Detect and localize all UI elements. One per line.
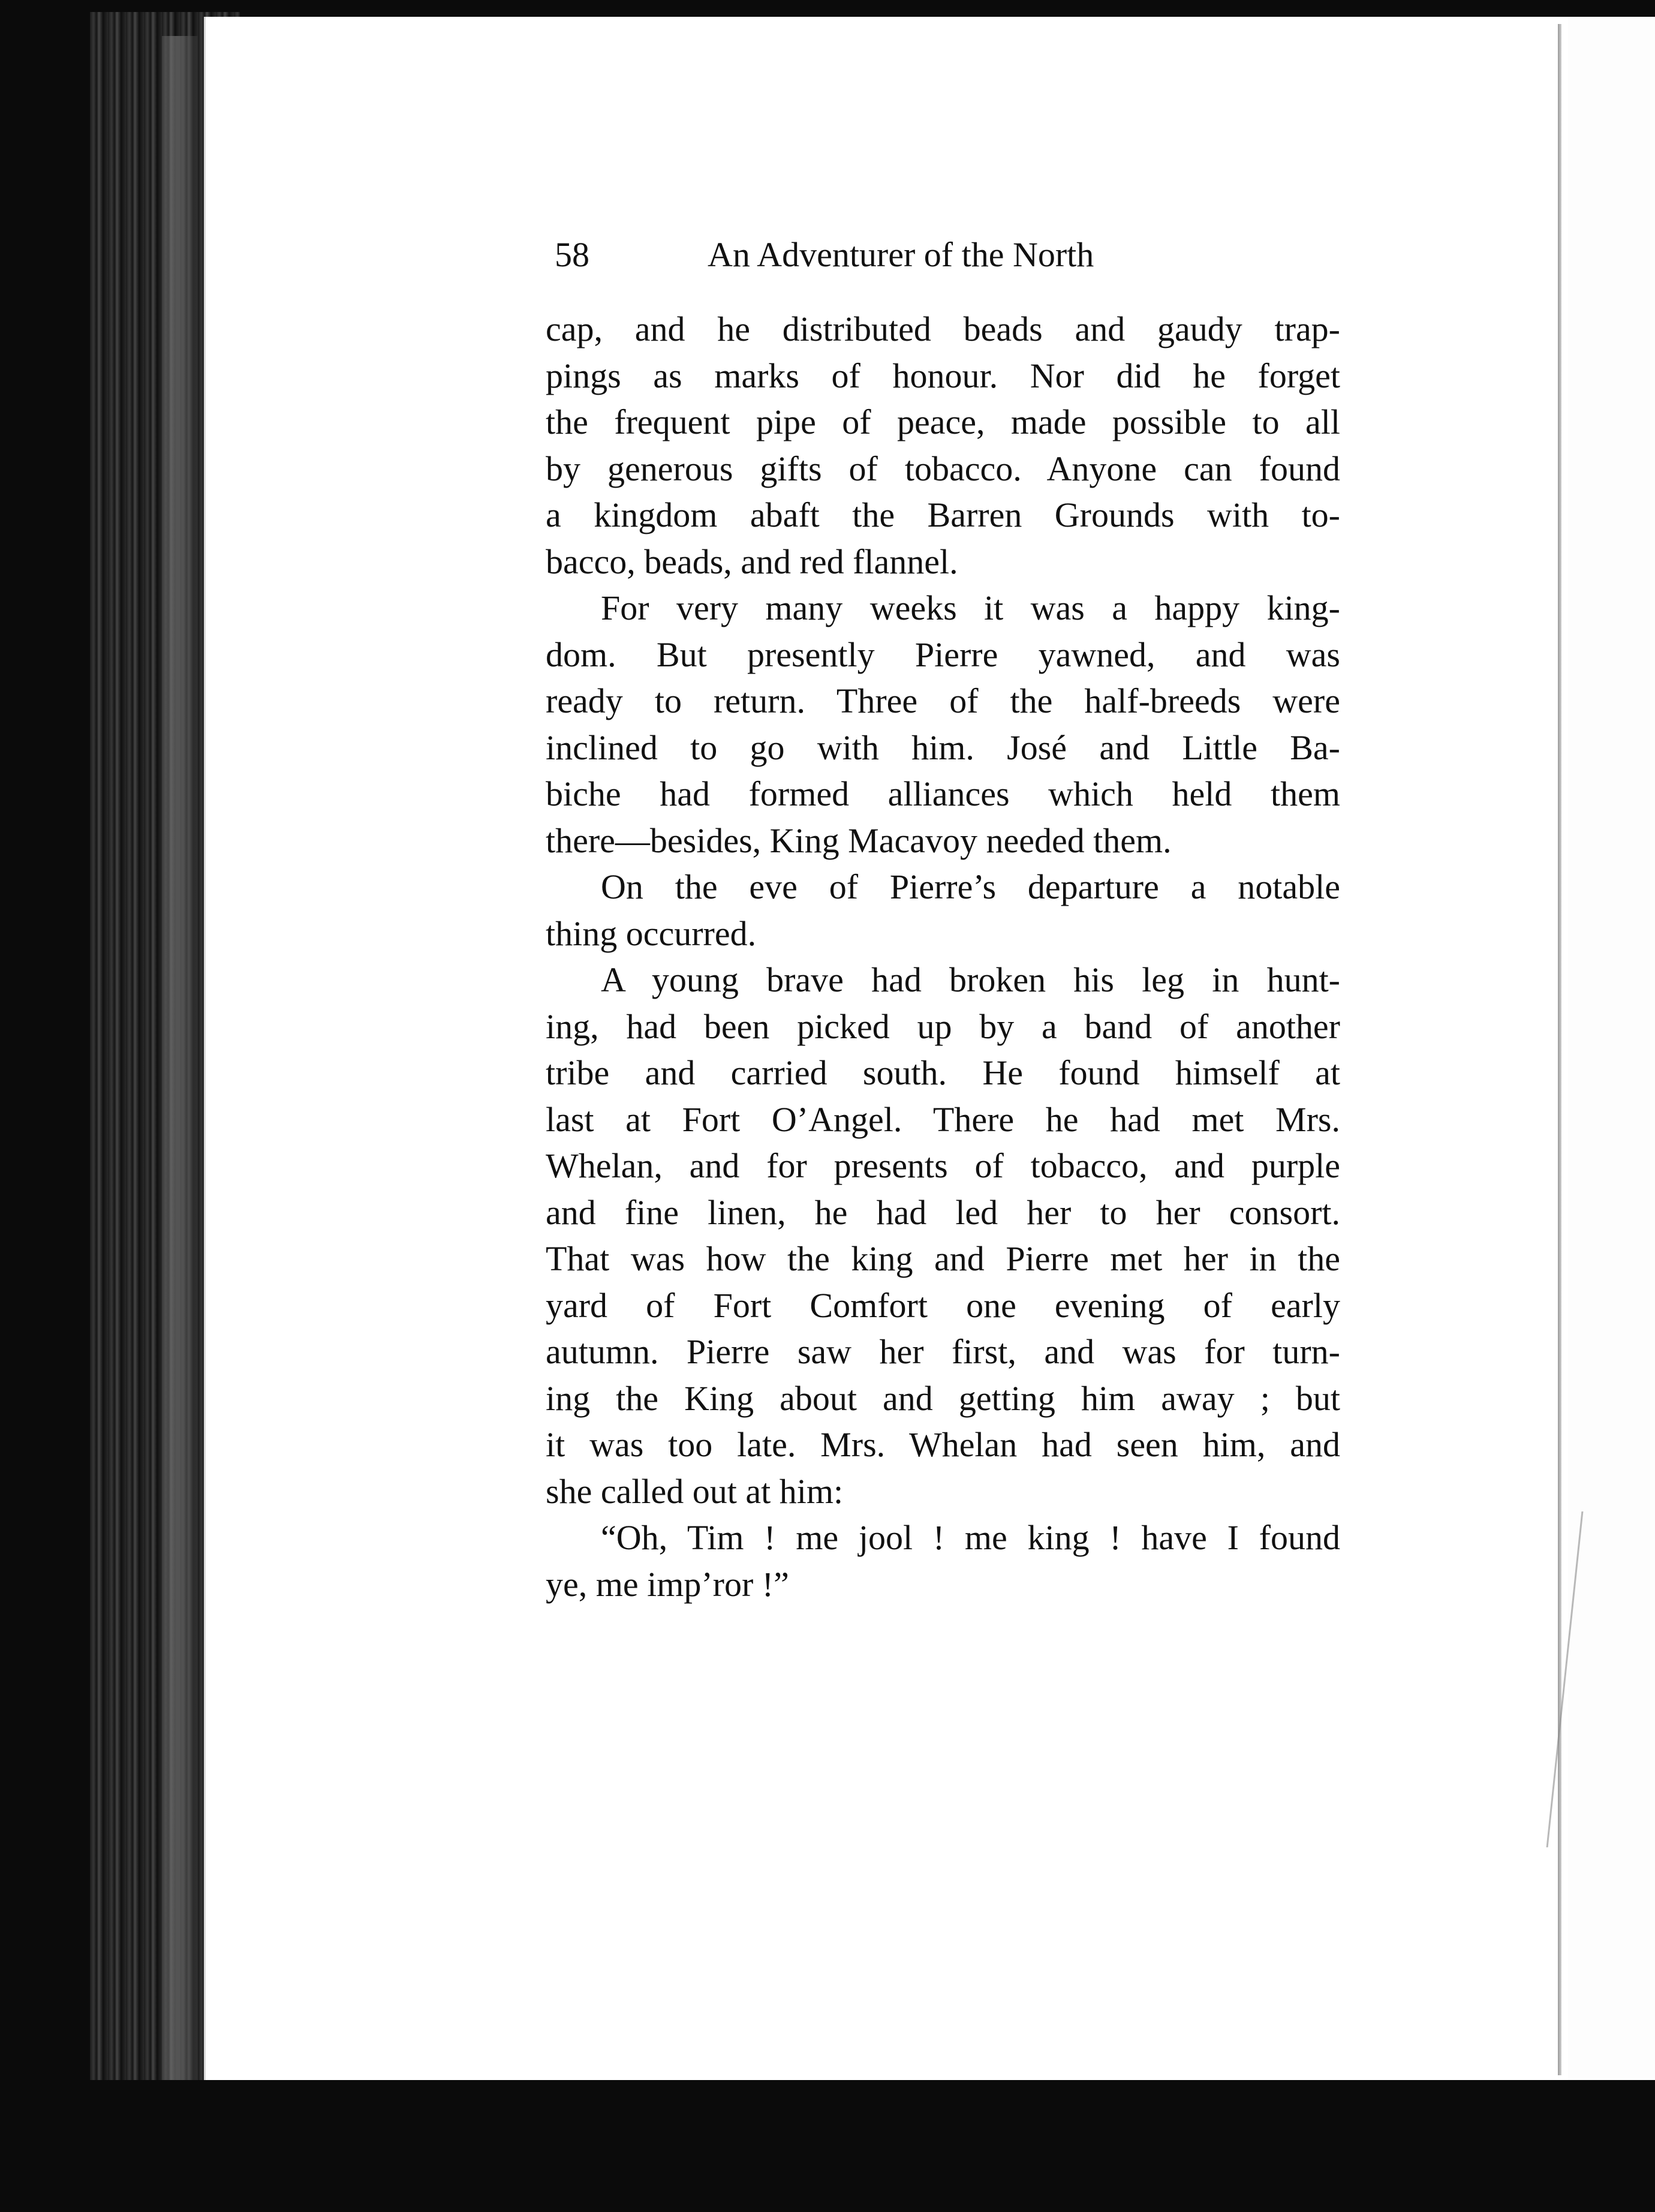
text-line: dom. But presently Pierre yawned, and was <box>546 635 1340 674</box>
text-line: biche had formed alliances which held them <box>546 774 1340 813</box>
page-number: 58 <box>555 235 589 274</box>
running-title: An Adventurer of the North <box>708 235 1094 274</box>
facing-page-edge <box>1568 17 1655 2080</box>
text-line: it was too late. Mrs. Whelan had seen him, and <box>546 1425 1340 1464</box>
body-text <box>546 306 1340 1607</box>
text-line: inclined to go with him. José and Little Ba- <box>546 728 1340 767</box>
text-line: cap, and he distributed beads and gaudy trap- <box>546 309 1340 348</box>
text-line: On the eve of Pierre’s departure a notable <box>601 867 1340 906</box>
text-line: A young brave had broken his leg in hunt- <box>601 960 1340 999</box>
text-line: That was how the king and Pierre met her in the <box>546 1239 1340 1278</box>
text-line: a kingdom abaft the Barren Grounds with to- <box>546 495 1340 534</box>
text-line: tribe and carried south. He found himself at <box>546 1053 1340 1092</box>
text-line: ready to return. Three of the half-breeds were <box>546 681 1340 720</box>
text-line: bacco, beads, and red flannel. <box>546 542 958 581</box>
text-line: and fine linen, he had led her to her consort. <box>546 1192 1340 1232</box>
text-line: pings as marks of honour. Nor did he forget <box>546 356 1340 395</box>
text-line: thing occurred. <box>546 913 757 953</box>
text-line: Whelan, and for presents of tobacco, and purple <box>546 1146 1340 1185</box>
text-line: by generous gifts of tobacco. Anyone can found <box>546 449 1340 488</box>
text-line: ing, had been picked up by a band of another <box>546 1006 1340 1046</box>
running-head <box>555 234 1184 276</box>
spine-highlight <box>162 36 198 2087</box>
text-line: yard of Fort Comfort one evening of early <box>546 1285 1340 1325</box>
scanner-bottom-edge <box>0 2080 1655 2212</box>
text-line: last at Fort O’Angel. There he had met Mrs. <box>546 1099 1340 1139</box>
text-line: autumn. Pierre saw her first, and was for turn- <box>546 1332 1340 1371</box>
text-line: ing the King about and getting him away ; but <box>546 1378 1340 1418</box>
text-line: For very many weeks it was a happy king- <box>601 588 1340 627</box>
text-line: she called out at him: <box>546 1471 844 1511</box>
text-line: there—besides, King Macavoy needed them. <box>546 821 1172 860</box>
text-line: ye, me imp’ror !” <box>546 1564 789 1604</box>
text-line: “Oh, Tim ! me jool ! me king ! have I found <box>601 1518 1340 1557</box>
text-line: the frequent pipe of peace, made possible to all <box>546 402 1340 441</box>
